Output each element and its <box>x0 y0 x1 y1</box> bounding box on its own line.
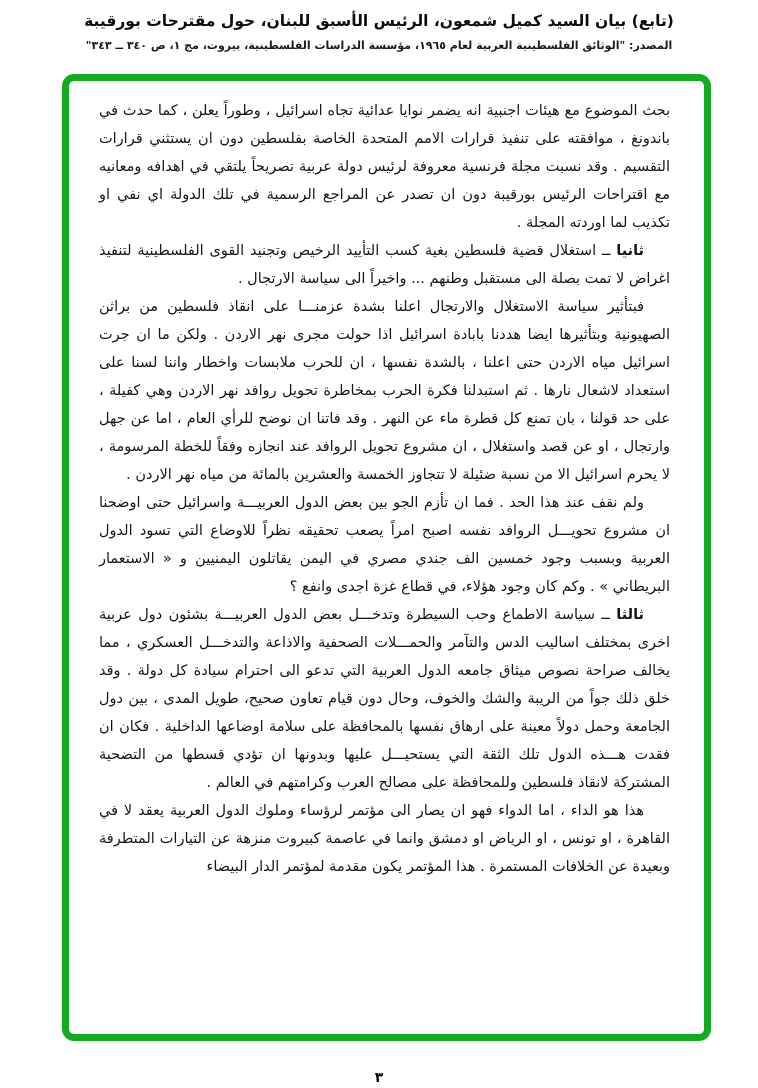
paragraph-second-point <box>99 237 670 293</box>
paragraph-diversion-project <box>99 489 670 601</box>
document-source: المصدر: "الوثائق الفلسطينية العربية لعام ١٩٦٥، مؤسسة الدراسات الفلسطينية، بيروت، مج ١، ص ٣٤٠ ــ ٣٤٣" <box>85 39 673 52</box>
paragraph-text: ولم نقف عند هذا الحد . فما ان تأزم الجو بين بعض الدول العربيـــة واسرائيل حتى اوضحنا ان مشروع تحويـــل الروافد نفسه اصبح امراً يصعب تحقيقه نظراً للاوضاع التي تسود الدول العربية وبسبب وجود خمسين الف جندي مصري في اليمن يقاتلون اليمنيين و « الاستعمار البريطاني » . وكم كان وجود هؤلاء، في قطاع غزة اجدى وانفع ؟ <box>99 495 670 595</box>
document-title: (تابع) بيان السيد كميل شمعون، الرئيس الأسبق للبنان، حول مقترحات بورقيبة <box>84 12 674 30</box>
paragraph-remedy-conference <box>99 797 670 881</box>
paragraph-lead: ثانيا <box>616 243 644 259</box>
paragraph-text: ــ سياسة الاطماع وحب السيطرة وتدخـــل بعض الدول العربيـــة بشئون دول عربية اخرى بمختلف اساليب الدس والتآمر والحمـــلات الصحفية والاذاعة والتدخـــل العسكري ، مما يخالف صراحة نصوص ميثاق جامعه الدول العربية التي تدعو الى احترام سيادة كل دولة . وقد خلق ذلك جواً من الريبة والشك والخوف، وحال دون قيام تعاون صحيح، طويل المدى ، بين دول الجامعة وحمل دولاً معينة على ارهاق نفسها بالمحافظة على سلامة اوضاعها الداخلية . فكان ان فقدت هـــذه الدول تلك الثقة التي يستحيـــل عليها وبدونها ان تؤدي قسطها من التضحية المشتركة لانقاذ فلسطين وللمحافظة على مصالح العرب وكرامتهم في العالم . <box>99 607 670 791</box>
paragraph-continuation <box>99 97 670 237</box>
paragraph-text: هذا هو الداء ، اما الدواء فهو ان يصار الى مؤتمر لرؤساء وملوك الدول العربية يعقد لا في القاهرة ، او تونس ، او الرياض او دمشق وانما في عاصمة كبيروت منزهة عن التيارات المتطرفة وبعيدة عن الخلافات المستمرة . هذا المؤتمر يكون مقدمة لمؤتمر الدار البيضاء <box>99 803 670 875</box>
paragraph-text: ــ استغلال قضية فلسطين بغية كسب التأييد الرخيص وتجنيد القوى الفلسطينية لتنفيذ اغراض لا تمت بصلة الى مستقبل وطنهم ... واخيراً الى سياسة الارتجال . <box>99 243 670 287</box>
document-body <box>69 81 704 901</box>
paragraph-text: فبتأثير سياسة الاستغلال والارتجال اعلنا بشدة عزمنـــا على انقاذ فلسطين من براثن الصهيونية وبتأثيرها ايضا هددنا بابادة اسرائيل اذا حولت مجرى نهر الاردن . ولكن ما ان جرت اسرائيل مياه الاردن حتى اعلنا ، بالشدة نفسها ، ان للحرب ملابسات واخطار واننا لسنا على استعداد لاشعال نارها . ثم استبدلنا فكرة الحرب بمخاطرة تحويل روافد نهر الاردن وهي كفيلة ، على حد قولنا ، بان تمنع كل قطرة ماء عن النهر . وقد فاتنا ان نوضح للرأي العام ، اما عن جهل وارتجال ، او عن قصد واستغلال ، ان مشروع تحويل الروافد عند انجازه وفقاً للخطة المرسومة ، لا يحرم اسرائيل الا من نسبة ضئيلة لا تتجاوز الخمسة والعشرين بالمائة من مياه نهر الاردن . <box>99 299 670 483</box>
paragraph-lead: ثالثا <box>616 607 644 623</box>
green-border-frame <box>62 74 711 1041</box>
paragraph-third-point <box>99 601 670 797</box>
page-number: ٣ <box>374 1070 384 1086</box>
document-header <box>0 12 758 52</box>
paragraph-text: بحث الموضوع مع هيئات اجنبية انه يضمر نوايا عدائية تجاه اسرائيل ، وطوراً يعلن ، كما حدث في باندونغ ، موافقته على تنفيذ قرارات الامم المتحدة الخاصة بفلسطين دون ان يستثني قرارات التقسيم . وقد نسبت مجلة فرنسية معروفة لرئيس دولة عربية تصريحاً يلتقي في اهدافه ومعانيه مع اقتراحات الرئيس بورقيبة دون ان تصدر عن المراجع الرسمية في تلك الدولة اي نفي او تكذيب لما اوردته المجلة . <box>99 103 670 231</box>
paragraph-exploitation-policy <box>99 293 670 489</box>
